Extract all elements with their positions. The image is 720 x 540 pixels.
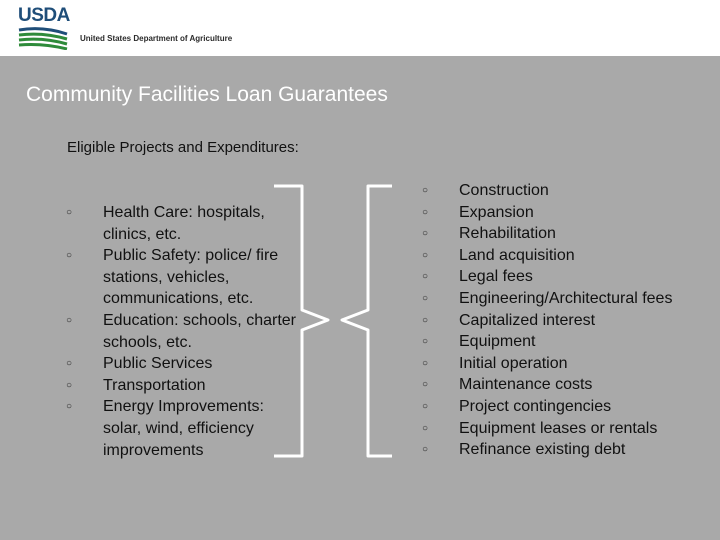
bracket-connector-icon: [272, 178, 392, 462]
list-item-label: Refinance existing debt: [459, 441, 626, 459]
list-item: [422, 418, 714, 440]
bullet-icon: ○: [66, 314, 73, 326]
list-item-label: Rehabilitation: [459, 225, 556, 243]
slide-subtitle: Eligible Projects and Expenditures:: [67, 139, 299, 156]
bullet-icon: ○: [422, 357, 429, 369]
header-bar: [0, 0, 720, 56]
list-item-label: Education: schools, charter schools, etc.: [103, 311, 296, 351]
list-item: [422, 223, 714, 245]
list-item: [422, 353, 714, 375]
usda-swoosh-icon: [18, 26, 68, 50]
bullet-icon: ○: [422, 228, 429, 240]
bullet-icon: ○: [422, 444, 429, 456]
list-item: [422, 288, 714, 310]
list-item-label: Project contingencies: [459, 397, 612, 415]
bullet-icon: ○: [422, 292, 429, 304]
bullet-icon: ○: [422, 422, 429, 434]
list-item-label: Transportation: [103, 376, 206, 394]
bullet-icon: ○: [66, 250, 73, 262]
bullet-icon: ○: [422, 314, 429, 326]
list-item-label: Engineering/Architectural fees: [459, 289, 673, 307]
list-item: [422, 374, 714, 396]
bullet-icon: ○: [66, 358, 73, 370]
bullet-icon: ○: [422, 379, 429, 391]
list-item-label: Capitalized interest: [459, 311, 596, 329]
list-item-label: Equipment leases or rentals: [459, 419, 658, 437]
list-item: [422, 331, 714, 353]
list-item: [422, 266, 714, 288]
bullet-icon: ○: [66, 207, 73, 218]
list-item: [422, 202, 714, 224]
bullet-icon: ○: [422, 336, 429, 348]
bullet-icon: ○: [66, 379, 73, 391]
list-item: [422, 180, 714, 202]
bullet-icon: ○: [66, 401, 73, 413]
list-item-label: Public Safety: police/ fire stations, vehicles, communications, etc.: [103, 247, 279, 308]
expenditures-list: [422, 180, 714, 461]
list-item-label: Legal fees: [459, 268, 533, 286]
list-item-label: Public Services: [103, 355, 213, 373]
list-item-label: Construction: [459, 182, 549, 199]
department-name: United States Department of Agriculture: [80, 34, 233, 43]
bullet-icon: ○: [422, 249, 429, 261]
bullet-icon: ○: [422, 185, 429, 196]
usda-logo-text: USDA: [18, 5, 70, 26]
bullet-icon: ○: [422, 271, 429, 283]
bullet-icon: ○: [422, 206, 429, 218]
list-item-label: Energy Improvements: solar, wind, efficiency improvements: [103, 398, 264, 459]
list-item: [422, 396, 714, 418]
list-item-label: Land acquisition: [459, 246, 575, 264]
list-item: [422, 310, 714, 332]
bullet-icon: ○: [422, 400, 429, 412]
slide-title: Community Facilities Loan Guarantees: [26, 83, 388, 106]
list-item: [422, 245, 714, 267]
list-item-label: Maintenance costs: [459, 376, 593, 394]
list-item-label: Expansion: [459, 203, 534, 221]
list-item: [422, 439, 714, 461]
list-item-label: Initial operation: [459, 354, 568, 372]
list-item-label: Equipment: [459, 333, 536, 351]
list-item-label: Health Care: hospitals, clinics, etc.: [103, 204, 265, 243]
